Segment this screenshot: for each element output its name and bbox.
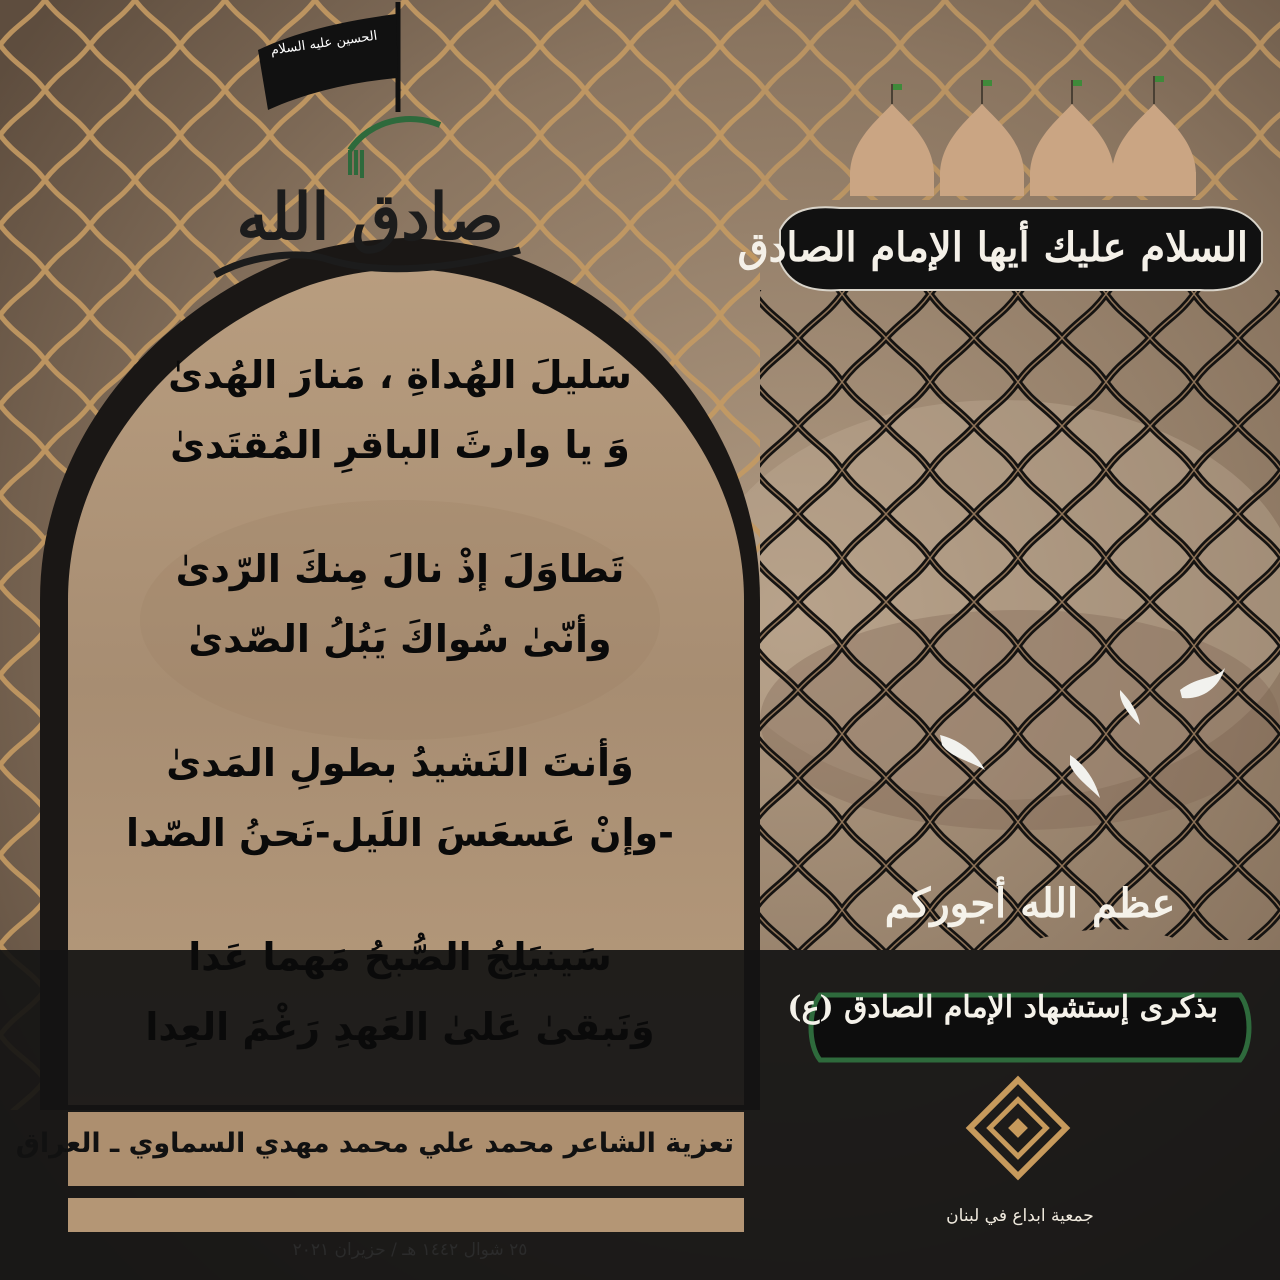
date-line: ٢٥ شوال ١٤٤٢ هـ / حزيران ٢٠٢١ — [292, 1240, 528, 1260]
poem-line: تَطاوَلَ إذْ نالَ مِنكَ الرّدىٰ — [175, 547, 625, 591]
sadiq-calligraphy: صادق الله — [236, 180, 504, 255]
dark-lattice-right — [740, 280, 1280, 960]
salutation-text: السلام عليك أيها الإمام الصادق — [737, 224, 1248, 271]
poem-line: وأنّىٰ سُواكَ يَبُلُ الصّدىٰ — [188, 617, 612, 661]
organization-name: جمعية ابداع في لبنان — [946, 1206, 1094, 1226]
poet-credit: تعزية الشاعر محمد علي محمد مهدي السماوي ـ العراق — [15, 1128, 734, 1159]
stanza-gap — [70, 674, 730, 728]
condolence-title: عظم الله أجوركم — [884, 880, 1176, 927]
bottom-strip — [68, 1198, 744, 1232]
poem-line: وَنَبقىٰ عَلىٰ العَهدِ رَغْمَ العِدا — [145, 1005, 655, 1049]
poem — [70, 340, 730, 1062]
poem-line: سَينبَلِجُ الصُّبحُ مَهما عَدا — [188, 935, 612, 979]
flag-inscription: الحسين عليه السلام — [269, 28, 379, 59]
occasion-text: بذكرى إستشهاد الإمام الصادق (ع) — [787, 990, 1218, 1025]
stanza-gap — [70, 480, 730, 534]
stanza-gap — [70, 868, 730, 922]
poem-line: -وإنْ عَسعَسَ اللَيل-نَحنُ الصّدا — [126, 811, 674, 855]
poem-line: سَليلَ الهُداةِ ، مَنارَ الهُدىٰ — [168, 353, 632, 397]
poem-line: وَأنتَ النَشيدُ بطولِ المَدىٰ — [166, 741, 634, 785]
poem-line: وَ يا وارثَ الباقرِ المُقتَدىٰ — [170, 423, 630, 467]
